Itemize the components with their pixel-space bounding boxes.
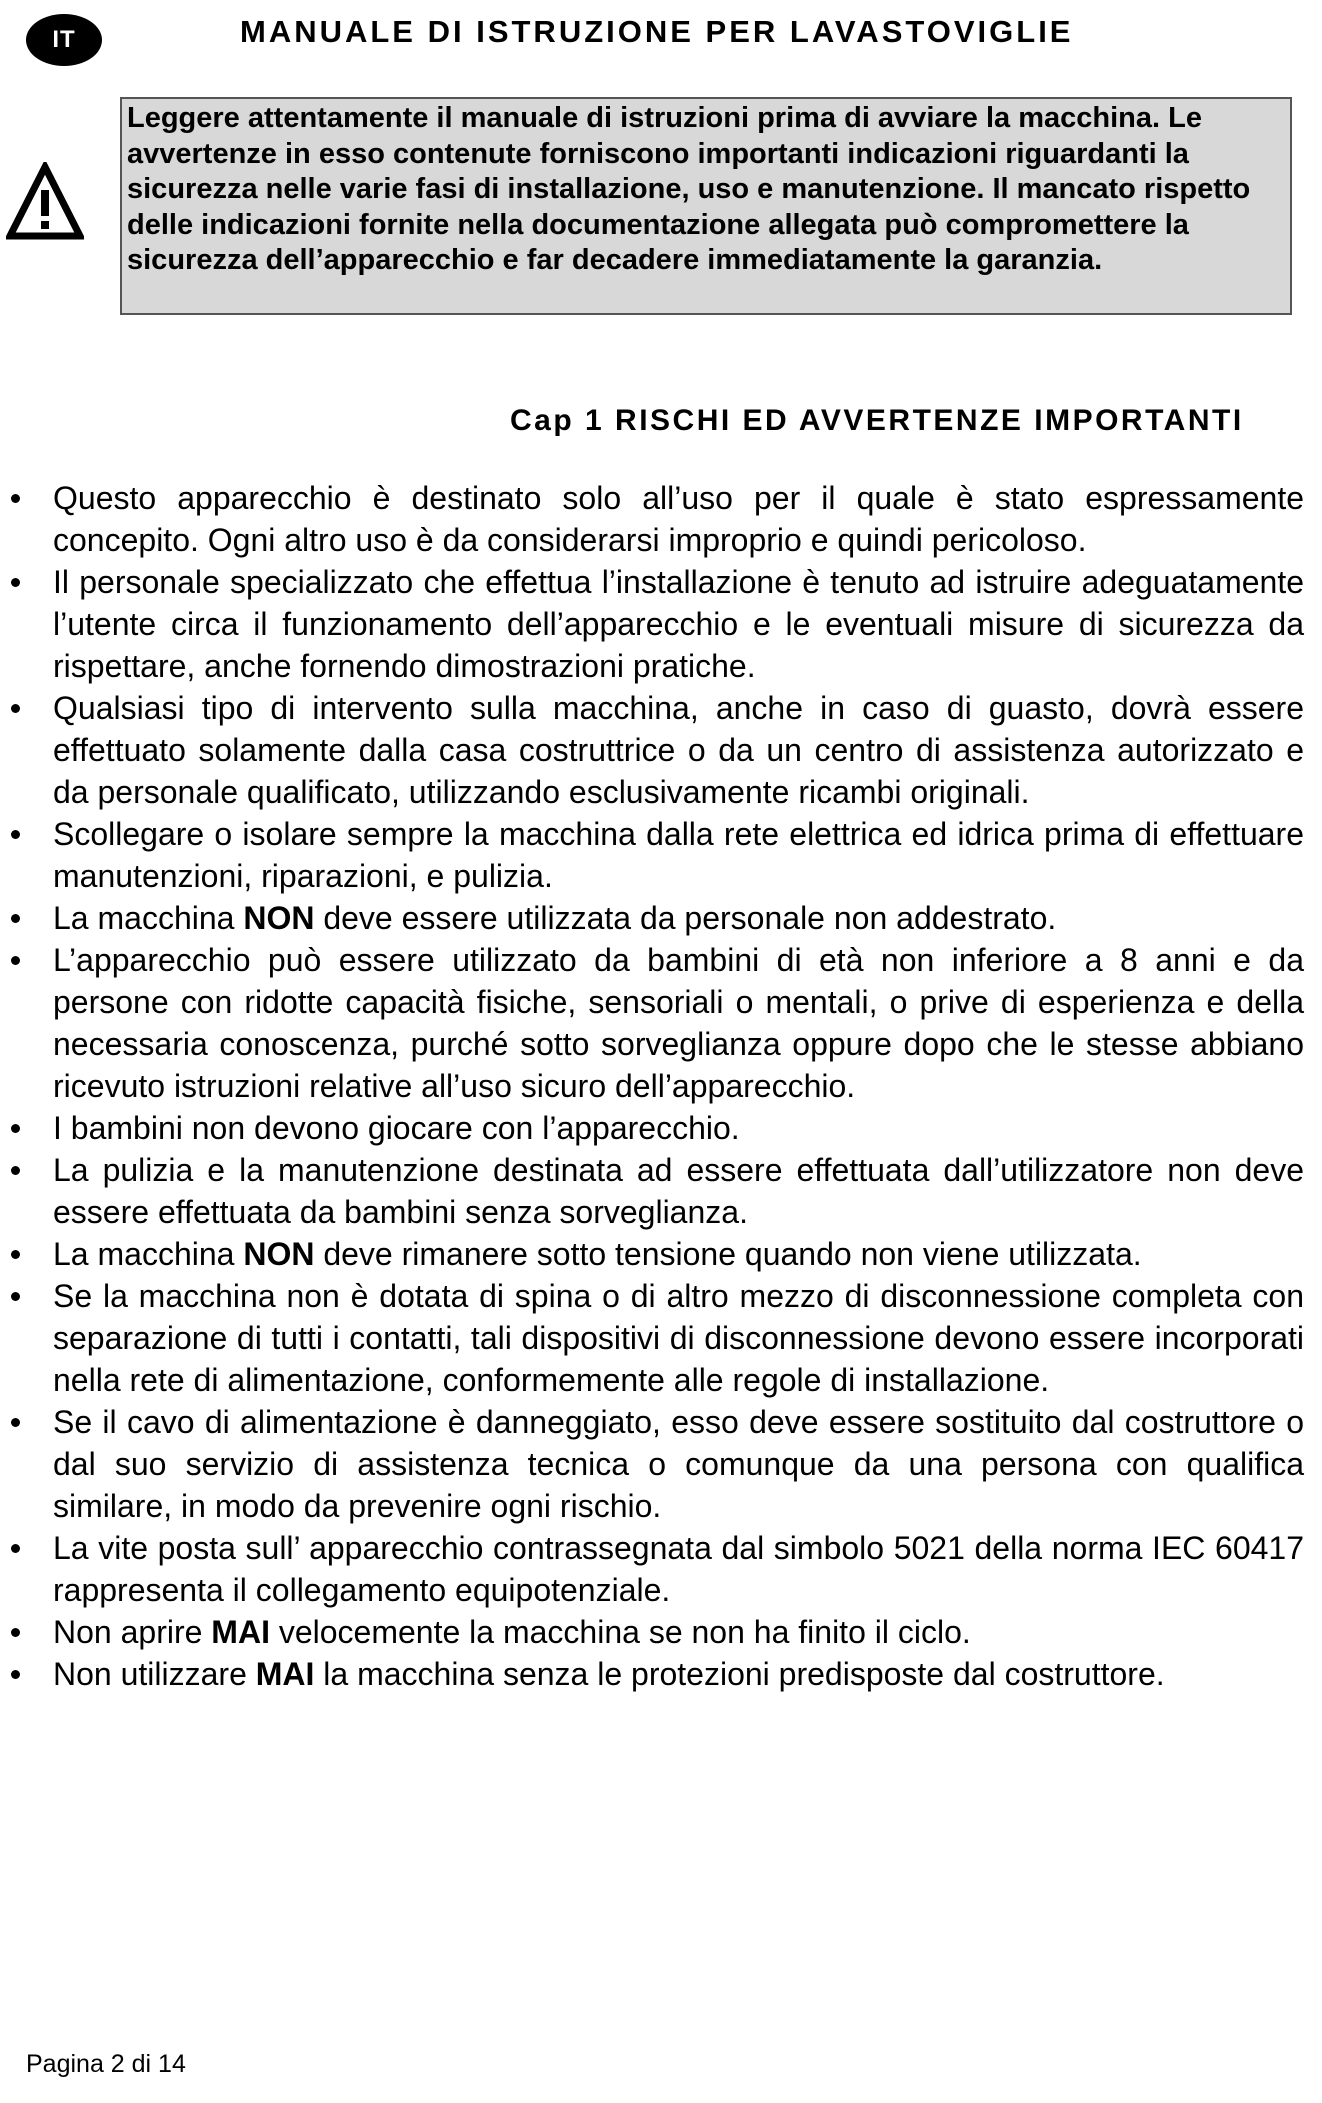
list-item-text: Se il cavo di alimentazione è danneggiato, esso deve essere sostituito dal costruttore o dal suo servizio di assistenza tecnica o comunque da una persona con qualifica similare, in modo da prevenire ogni rischio. [53,1404,1304,1524]
list-item-text: I bambini non devono giocare con l’apparecchio. [53,1110,740,1146]
bullet-icon [11,1418,20,1427]
bullet-icon [11,1628,20,1637]
language-badge-label: IT [52,26,76,53]
list-item [0,897,1322,939]
list-item-text: L’apparecchio può essere utilizzato da bambini di età non inferiore a 8 anni e da persone con ridotte capacità fisiche, sensoriali o mentali, o prive di esperienza e della necessaria conoscenza, purché sotto sorveglianza oppure dopo che le stesse abbiano ricevuto istruzioni relative all’uso sicuro dell’apparecchio. [53,942,1304,1104]
list-item [0,939,1322,1107]
bullet-icon [11,1292,20,1301]
warning-notice-text: Leggere attentamente il manuale di istruzioni prima di avviare la macchina. Le avvertenze in esso contenute forniscono importanti indicazioni riguardanti la sicurezza nelle varie fasi di installazione, uso e manutenzione. Il mancato rispetto delle indicazioni fornite nella documentazione allegata può compromettere la sicurezza dell’apparecchio e far decadere immediatamente la garanzia. [127,102,1251,276]
bullet-icon [11,1544,20,1553]
list-item [0,1653,1322,1695]
list-item [0,1527,1322,1611]
list-item [0,1107,1322,1149]
list-item [0,687,1322,813]
emphasis-text: MAI [255,1656,315,1692]
list-item [0,1233,1322,1275]
list-item-text: Non aprire MAI velocemente la macchina se non ha finito il ciclo. [53,1614,971,1650]
emphasis-text: MAI [211,1614,270,1650]
list-item-text: La macchina NON deve essere utilizzata da personale non addestrato. [53,900,1057,936]
list-item [0,561,1322,687]
list-item-text: Qualsiasi tipo di intervento sulla macchina, anche in caso di guasto, dovrà essere effettuato solamente dalla casa costruttrice o da un centro di assistenza autorizzato e da personale qualificato, utilizzando esclusivamente ricambi originali. [53,690,1304,810]
bullet-icon [11,704,20,713]
list-item-text: Il personale specializzato che effettua l’installazione è tenuto ad istruire adeguatamente l’utente circa il funzionamento dell’apparecchio e le eventuali misure di sicurezza da rispettare, anche fornendo dimostrazioni pratiche. [53,564,1304,684]
list-item [0,1401,1322,1527]
bullet-icon [11,494,20,503]
list-item-text: La macchina NON deve rimanere sotto tensione quando non viene utilizzata. [53,1236,1142,1272]
list-item-text: Questo apparecchio è destinato solo all’uso per il quale è stato espressamente concepito. Ogni altro uso è da considerarsi improprio e quindi pericoloso. [53,480,1304,558]
list-item-text: Se la macchina non è dotata di spina o di altro mezzo di disconnessione completa con separazione di tutti i contatti, tali dispositivi di disconnessione devono essere incorporati nella rete di alimentazione, conformemente alle regole di installazione. [53,1278,1304,1398]
list-item-text: La pulizia e la manutenzione destinata ad essere effettuata dall’utilizzatore non deve essere effettuata da bambini senza sorveglianza. [53,1152,1304,1230]
bullet-icon [11,1166,20,1175]
warning-notice [120,97,1292,315]
emphasis-text: NON [243,1236,315,1272]
bullet-icon [11,830,20,839]
emphasis-text: NON [243,900,315,936]
bullet-icon [11,1250,20,1259]
list-item [0,1149,1322,1233]
list-item [0,813,1322,897]
list-item [0,477,1322,561]
document-title: MANUALE DI ISTRUZIONE PER LAVASTOVIGLIE [240,14,1074,49]
warning-triangle-icon [6,162,84,242]
list-item-text: Non utilizzare MAI la macchina senza le protezioni predisposte dal costruttore. [53,1656,1165,1692]
bullet-icon [11,914,20,923]
chapter-heading: Cap 1 RISCHI ED AVVERTENZE IMPORTANTI [510,404,1244,437]
bullet-icon [11,1124,20,1133]
safety-warnings-list [0,477,1322,1695]
list-item [0,1611,1322,1653]
list-item-text: La vite posta sull’ apparecchio contrassegnata dal simbolo 5021 della norma IEC 60417 rappresenta il collegamento equipotenziale. [53,1530,1304,1608]
list-item-text: Scollegare o isolare sempre la macchina dalla rete elettrica ed idrica prima di effettuare manutenzioni, riparazioni, e pulizia. [53,816,1304,894]
bullet-icon [11,956,20,965]
page-number: Pagina 2 di 14 [26,2050,186,2078]
bullet-icon [11,1670,20,1679]
bullet-icon [11,578,20,587]
language-badge [26,14,102,66]
list-item [0,1275,1322,1401]
